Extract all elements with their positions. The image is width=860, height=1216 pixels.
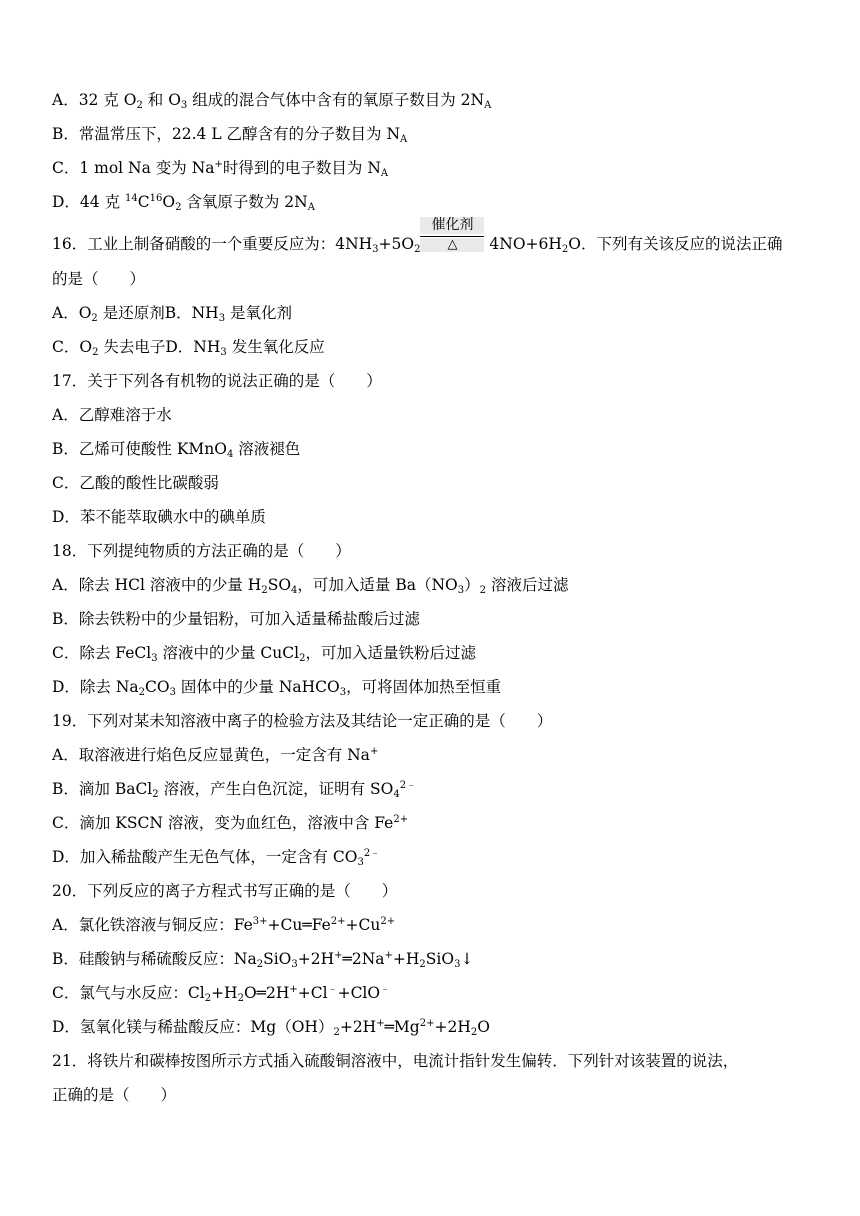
q16-options-cd: C．$O_2$ 失去电子D．$NH_3$ 发生氧化反应 [52, 338, 325, 358]
q21-stem-line2: 正确的是（ ） [52, 1086, 177, 1104]
q20-stem: 20．下列反应的离子方程式书写正确的是（ ） [52, 882, 398, 900]
q15-option-b: B．常温常压下，22.4 L 乙醇含有的分子数目为 $N_A$ [52, 125, 408, 145]
q17-option-b: B．乙烯可使酸性 KMnO$_4$ 溶液褪色 [52, 440, 301, 460]
q15-option-c: C．1 mol Na 变为 Na+时得到的电子数目为 $N_A$ [52, 159, 389, 179]
q19-option-a: A．取溶液进行焰色反应显黄色，一定含有 Na+ [52, 746, 379, 764]
q19-option-c: C．滴加 KSCN 溶液，变为血红色，溶液中含 $Fe^{2+}$ [52, 814, 409, 832]
q16-stem-line2: 的是（ ） [52, 270, 146, 288]
q18-option-a: A．除去 HCl 溶液中的少量 $H_2SO_4$，可加入适量 $Ba(NO_3)_2$ 溶液后过滤 [52, 576, 569, 596]
q15-option-a: A．32 克 $O_2$ 和 $O_3$ 组成的混合气体中含有的氧原子数目为 $2N_A$ [52, 91, 492, 111]
q18-stem: 18．下列提纯物质的方法正确的是（ ） [52, 542, 351, 560]
q15-option-d: D．44 克 $^{14}C^{16}O_2$ 含氧原子数为 $2N_A$ [52, 193, 315, 213]
q20-option-d: D．氢氧化镁与稀盐酸反应：$Mg(OH)_2+2H^+═Mg^{2+}+2H_2O$ [52, 1018, 490, 1038]
q19-option-b: B．滴加 BaCl$_2$ 溶液，产生白色沉淀，证明有 $SO_4^{2﹣}$ [52, 780, 417, 800]
q21-stem: 21．将铁片和碳棒按图所示方式插入硫酸铜溶液中，电流计指针发生偏转．下列针对该装置的说法， [52, 1052, 739, 1070]
q17-option-c: C．乙酸的酸性比碳酸弱 [52, 474, 219, 492]
heat-symbol: △ [420, 238, 484, 252]
q16-options-ab: A．$O_2$ 是还原剂B．$NH_3$ 是氧化剂 [52, 304, 292, 324]
q18-option-b: B．除去铁粉中的少量铝粉，可加入适量稀盐酸后过滤 [52, 610, 420, 628]
q19-stem: 19．下列对某未知溶液中离子的检验方法及其结论一定正确的是（ ） [52, 712, 553, 730]
q18-option-c: C．除去 FeCl$_3$ 溶液中的少量 CuCl$_2$，可加入适量铁粉后过滤 [52, 644, 476, 664]
q20-option-b: B．硅酸钠与稀硫酸反应：$Na_2SiO_3+2H^+═2Na^++H_2SiO_3↓$ [52, 950, 474, 970]
catalyst-label: 催化剂 [420, 217, 484, 234]
q18-option-d: D．除去 $Na_2CO_3$ 固体中的少量 NaHCO$_3$，可将固体加热至恒重 [52, 678, 502, 698]
q20-option-a: A．氯化铁溶液与铜反应：$Fe^{3+}+Cu═Fe^{2+}+Cu^{2+}$ [52, 916, 396, 934]
q16-stem: 16．工业上制备硝酸的一个重要反应为：$4NH_3+5O_2$ 催化剂 △ $4NO+6H_2O$．下列有关该反应的说法正确 [52, 217, 783, 255]
q20-option-c: C．氯气与水反应：$Cl_2+H_2O═2H^++Cl^﹣+ClO^﹣$ [52, 984, 391, 1004]
q19-option-d: D．加入稀盐酸产生无色气体，一定含有 $CO_3^{2﹣}$ [52, 848, 381, 868]
q17-stem: 17．关于下列各有机物的说法正确的是（ ） [52, 372, 382, 390]
q17-option-a: A．乙醇难溶于水 [52, 406, 172, 424]
reaction-condition [420, 217, 484, 252]
q17-option-d: D．苯不能萃取碘水中的碘单质 [52, 508, 266, 526]
